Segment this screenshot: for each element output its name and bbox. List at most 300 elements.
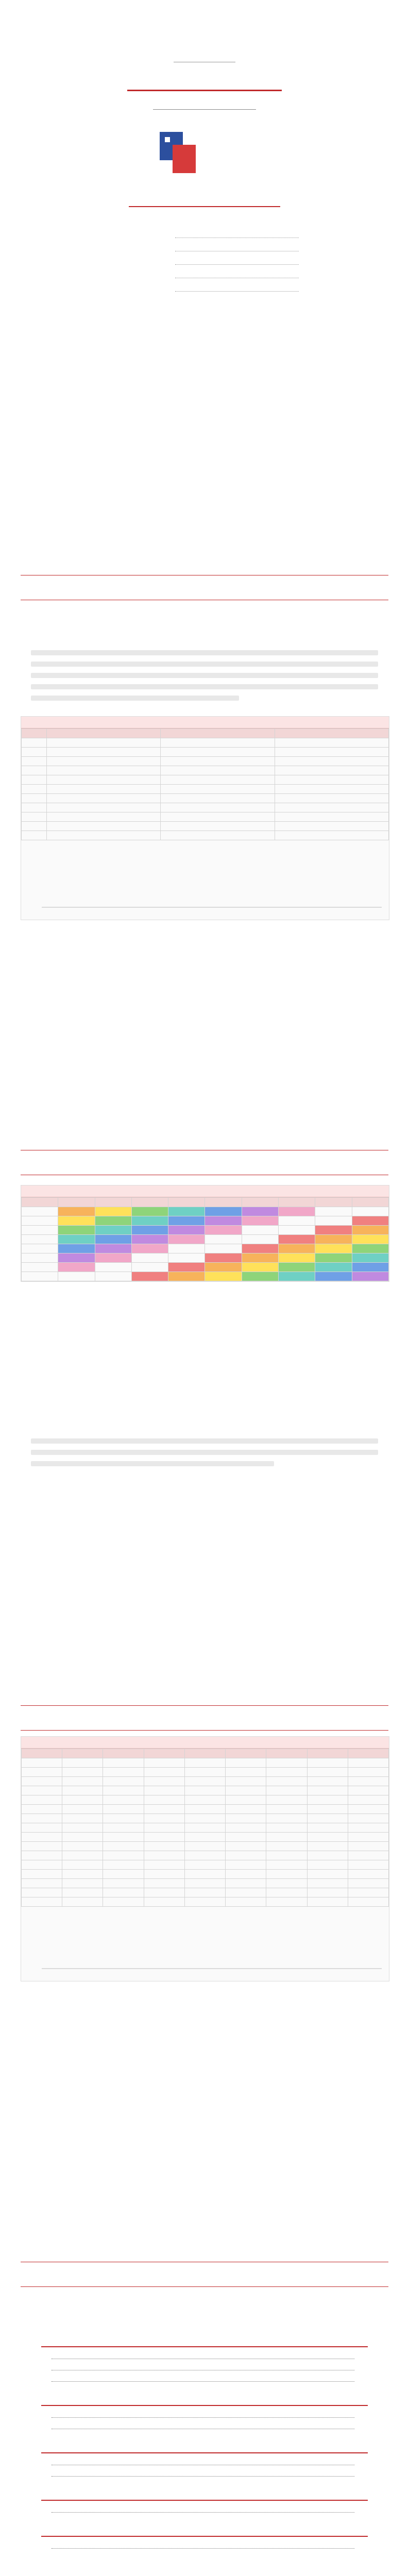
table-cell	[58, 1263, 95, 1272]
table-cell	[348, 1870, 388, 1879]
table-row	[22, 748, 389, 757]
table-cell	[226, 1777, 266, 1786]
column-header	[275, 729, 388, 738]
table-cell	[266, 1860, 307, 1870]
toc-chapter-label	[41, 2526, 368, 2537]
table-cell	[184, 1777, 225, 1786]
table-cell	[352, 1207, 388, 1216]
table-cell	[103, 1851, 144, 1860]
toc-entry[interactable]	[52, 2410, 368, 2419]
page-header	[21, 2279, 388, 2287]
column-header	[62, 1749, 103, 1758]
table-cell	[266, 1823, 307, 1833]
table-cell	[352, 1272, 388, 1281]
table-row	[22, 822, 389, 831]
toc-entry-label	[52, 2353, 354, 2359]
table-cell	[58, 1272, 95, 1281]
meta-row	[124, 267, 299, 280]
table-cell	[22, 775, 47, 785]
table-cell	[205, 1244, 242, 1253]
panel-b	[21, 1185, 389, 1282]
table-cell	[47, 812, 161, 822]
table-cell	[22, 1244, 58, 1253]
table-cell	[184, 1860, 225, 1870]
table-cell	[226, 1795, 266, 1805]
table-cell	[348, 1777, 388, 1786]
table-cell	[315, 1244, 352, 1253]
table-cell	[22, 1888, 62, 1897]
toc-entry[interactable]	[52, 2374, 368, 2383]
table-cell	[62, 1833, 103, 1842]
table-cell	[184, 1870, 225, 1879]
table-cell	[307, 1823, 348, 1833]
page-header	[21, 1723, 388, 1731]
column-header	[266, 1749, 307, 1758]
table-cell	[144, 1851, 184, 1860]
table-cell	[62, 1897, 103, 1907]
table-cell	[144, 1805, 184, 1814]
table-cell	[22, 1860, 62, 1870]
table-cell	[315, 1207, 352, 1216]
table-cell	[161, 785, 275, 794]
table-cell	[266, 1870, 307, 1879]
table-cell	[22, 1207, 58, 1216]
table-cell	[22, 822, 47, 831]
toc-entry-label	[52, 2364, 354, 2370]
table-cell	[266, 1768, 307, 1777]
table-cell	[103, 1842, 144, 1851]
table-cell	[22, 1263, 58, 1272]
table-cell	[62, 1795, 103, 1805]
table-cell	[266, 1758, 307, 1768]
table-cell	[22, 1272, 58, 1281]
table-cell	[103, 1795, 144, 1805]
table-row	[22, 757, 389, 766]
brand-logo	[155, 122, 258, 199]
table-cell	[47, 822, 161, 831]
table-cell	[348, 1768, 388, 1777]
table-cell	[22, 1851, 62, 1860]
table-cell	[22, 766, 47, 775]
toc-chapter[interactable]	[41, 2334, 368, 2349]
text-line	[31, 673, 378, 678]
table-cell	[22, 757, 47, 766]
table-cell	[103, 1758, 144, 1768]
table-cell	[47, 785, 161, 794]
table-cell	[307, 1833, 348, 1842]
column-header	[22, 1198, 58, 1207]
toc-entry-label	[52, 2376, 354, 2382]
table-cell	[348, 1879, 388, 1888]
toc-entry-label	[52, 2459, 354, 2465]
table-cell	[22, 803, 47, 812]
table-cell	[131, 1272, 168, 1281]
table-cell	[62, 1860, 103, 1870]
table-cell	[22, 1805, 62, 1814]
table-cell	[205, 1226, 242, 1235]
table-cell	[22, 1842, 62, 1851]
table-cell	[348, 1897, 388, 1907]
table-cell	[352, 1226, 388, 1235]
table-cell	[168, 1216, 205, 1226]
page-header	[21, 1167, 388, 1175]
column-header	[307, 1749, 348, 1758]
table-cell	[307, 1814, 348, 1823]
toc-chapter[interactable]	[41, 2487, 368, 2503]
table-row	[22, 1207, 389, 1216]
table-cell	[352, 1235, 388, 1244]
column-header	[352, 1198, 388, 1207]
table-cell	[184, 1823, 225, 1833]
table-cell	[62, 1768, 103, 1777]
table-cell	[58, 1244, 95, 1253]
table-cell	[226, 1860, 266, 1870]
table-cell	[161, 766, 275, 775]
table-cell	[279, 1216, 315, 1226]
table-cell	[307, 1879, 348, 1888]
table-cell	[161, 738, 275, 748]
column-header	[348, 1749, 388, 1758]
toc-entry-label	[52, 2412, 354, 2418]
cover-subtitle	[153, 96, 256, 110]
table-cell	[205, 1216, 242, 1226]
table-row	[22, 1897, 389, 1907]
table-cell	[131, 1263, 168, 1272]
table-cell	[348, 1842, 388, 1851]
meta-row	[124, 280, 299, 294]
table-cell	[348, 1823, 388, 1833]
table-cell	[144, 1842, 184, 1851]
toc-entry[interactable]	[52, 2541, 368, 2550]
toc-entry-label	[52, 2506, 354, 2513]
table-cell	[226, 1851, 266, 1860]
table-cell	[144, 1870, 184, 1879]
table-cell	[184, 1805, 225, 1814]
table-cell	[103, 1879, 144, 1888]
table-cell	[266, 1879, 307, 1888]
column-header	[205, 1198, 242, 1207]
table-cell	[266, 1814, 307, 1823]
table-cell	[22, 1897, 62, 1907]
table-cell	[131, 1235, 168, 1244]
table-cell	[168, 1272, 205, 1281]
table-cell	[226, 1758, 266, 1768]
table-cell	[184, 1842, 225, 1851]
text-line	[31, 1461, 274, 1466]
table-row	[22, 1814, 389, 1823]
text-line	[31, 650, 378, 655]
column-header	[279, 1198, 315, 1207]
table-cell	[242, 1226, 278, 1235]
table-cell	[103, 1777, 144, 1786]
table-cell	[144, 1768, 184, 1777]
table-cell	[242, 1216, 278, 1226]
panel-b-table	[21, 1197, 389, 1281]
table-row	[22, 1851, 389, 1860]
text-line	[31, 662, 378, 667]
table-cell	[58, 1207, 95, 1216]
table-cell	[161, 803, 275, 812]
page-footer	[21, 2262, 388, 2269]
table-cell	[275, 748, 388, 757]
table-cell	[95, 1244, 131, 1253]
table-cell	[275, 812, 388, 822]
meta-value	[175, 269, 299, 278]
table-cell	[62, 1851, 103, 1860]
table-cell	[95, 1253, 131, 1263]
table-cell	[184, 1814, 225, 1823]
table-cell	[266, 1805, 307, 1814]
table-cell	[62, 1777, 103, 1786]
table-cell	[242, 1253, 278, 1263]
table-cell	[144, 1823, 184, 1833]
table-cell	[22, 1253, 58, 1263]
table-row	[22, 1786, 389, 1795]
table-cell	[184, 1758, 225, 1768]
table-cell	[95, 1226, 131, 1235]
panel-b-note	[31, 1432, 378, 1472]
table-row	[22, 766, 389, 775]
table-cell	[275, 757, 388, 766]
table-cell	[95, 1207, 131, 1216]
text-line	[31, 1450, 378, 1455]
table-cell	[266, 1795, 307, 1805]
column-header	[242, 1198, 278, 1207]
toc-entry-label	[52, 2423, 354, 2429]
table-cell	[22, 1786, 62, 1795]
panel-c-title	[21, 1737, 389, 1749]
table-cell	[103, 1833, 144, 1842]
table-cell	[226, 1823, 266, 1833]
table-cell	[22, 1814, 62, 1823]
table-cell	[184, 1768, 225, 1777]
table-cell	[352, 1244, 388, 1253]
preface-body	[31, 644, 378, 707]
table-cell	[307, 1805, 348, 1814]
table-cell	[348, 1805, 388, 1814]
table-cell	[275, 738, 388, 748]
table-cell	[47, 757, 161, 766]
table-cell	[184, 1879, 225, 1888]
table-cell	[242, 1263, 278, 1272]
table-cell	[307, 1842, 348, 1851]
table-cell	[161, 822, 275, 831]
table-cell	[144, 1795, 184, 1805]
toc-entry-label	[52, 2470, 354, 2477]
table-cell	[307, 1768, 348, 1777]
table-cell	[103, 1814, 144, 1823]
toc-chapter-label	[41, 2442, 368, 2453]
table-cell	[22, 1870, 62, 1879]
table-row	[22, 1272, 389, 1281]
toc-entry-label	[52, 2543, 354, 2549]
table-cell	[205, 1207, 242, 1216]
column-header	[47, 729, 161, 738]
toc-entry[interactable]	[52, 2421, 368, 2431]
table-cell	[144, 1879, 184, 1888]
table-cell	[58, 1253, 95, 1263]
table-cell	[22, 1235, 58, 1244]
table-cell	[131, 1244, 168, 1253]
table-cell	[226, 1786, 266, 1795]
table-cell	[22, 1833, 62, 1842]
table-cell	[307, 1888, 348, 1897]
table-row	[22, 831, 389, 840]
chart-b	[21, 1907, 388, 1979]
table-cell	[62, 1879, 103, 1888]
column-header	[131, 1198, 168, 1207]
table-cell	[205, 1253, 242, 1263]
meta-row	[124, 227, 299, 240]
table-cell	[315, 1235, 352, 1244]
table-cell	[352, 1216, 388, 1226]
toc-chapter[interactable]	[41, 2393, 368, 2408]
toc-chapter-label	[41, 2395, 368, 2406]
table-cell	[103, 1768, 144, 1777]
table-cell	[62, 1805, 103, 1814]
table-cell	[103, 1870, 144, 1879]
table-cell	[348, 1833, 388, 1842]
table-cell	[279, 1207, 315, 1216]
table-cell	[205, 1272, 242, 1281]
table-cell	[47, 794, 161, 803]
table-cell	[352, 1253, 388, 1263]
table-row	[22, 1795, 389, 1805]
table-cell	[161, 794, 275, 803]
table-cell	[161, 748, 275, 757]
table-row	[22, 1768, 389, 1777]
column-header	[58, 1198, 95, 1207]
table-cell	[168, 1253, 205, 1263]
table-row	[22, 1758, 389, 1768]
table-cell	[161, 757, 275, 766]
table-row	[22, 1860, 389, 1870]
table-row	[22, 1226, 389, 1235]
table-cell	[144, 1758, 184, 1768]
table-cell	[47, 775, 161, 785]
table-cell	[22, 1823, 62, 1833]
toc-entry[interactable]	[52, 2363, 368, 2372]
table-cell	[307, 1758, 348, 1768]
table-cell	[144, 1814, 184, 1823]
table-cell	[226, 1888, 266, 1897]
table-cell	[315, 1226, 352, 1235]
toc-entry[interactable]	[52, 2351, 368, 2361]
toc-chapter[interactable]	[41, 2523, 368, 2539]
table-cell	[95, 1235, 131, 1244]
table-cell	[103, 1860, 144, 1870]
table-cell	[62, 1758, 103, 1768]
table-cell	[62, 1814, 103, 1823]
table-cell	[58, 1235, 95, 1244]
text-line	[31, 1438, 378, 1444]
table-cell	[275, 766, 388, 775]
table-cell	[266, 1833, 307, 1842]
table-cell	[205, 1235, 242, 1244]
table-row	[22, 1823, 389, 1833]
table-row	[22, 1253, 389, 1263]
cover-divider	[129, 206, 280, 207]
table-cell	[279, 1272, 315, 1281]
chart-a	[21, 840, 388, 918]
toc-entry[interactable]	[52, 2505, 368, 2514]
table-cell	[62, 1786, 103, 1795]
table-cell	[184, 1888, 225, 1897]
page-footer	[21, 575, 388, 583]
table-cell	[131, 1216, 168, 1226]
table-cell	[242, 1244, 278, 1253]
toc-chapter-label	[41, 2336, 368, 2347]
table-row	[22, 1777, 389, 1786]
table-row	[22, 1263, 389, 1272]
table-row	[22, 1870, 389, 1879]
meta-value	[175, 256, 299, 265]
preface-title	[0, 618, 409, 636]
table-cell	[62, 1870, 103, 1879]
table-cell	[22, 794, 47, 803]
table-cell	[266, 1777, 307, 1786]
table-row	[22, 1244, 389, 1253]
table-cell	[161, 812, 275, 822]
panel-a-table	[21, 728, 389, 840]
table-cell	[58, 1226, 95, 1235]
column-header	[315, 1198, 352, 1207]
table-cell	[184, 1795, 225, 1805]
table-row	[22, 1842, 389, 1851]
table-cell	[47, 748, 161, 757]
table-cell	[184, 1833, 225, 1842]
panel-c	[21, 1736, 389, 1981]
table-cell	[168, 1235, 205, 1244]
table-cell	[307, 1897, 348, 1907]
table-cell	[184, 1851, 225, 1860]
table-row	[22, 785, 389, 794]
panel-a-title	[21, 717, 389, 728]
table-cell	[95, 1263, 131, 1272]
table-cell	[168, 1226, 205, 1235]
table-cell	[184, 1786, 225, 1795]
table-cell	[307, 1851, 348, 1860]
table-cell	[348, 1851, 388, 1860]
table-cell	[95, 1216, 131, 1226]
table-cell	[22, 1768, 62, 1777]
table-cell	[307, 1870, 348, 1879]
column-header	[144, 1749, 184, 1758]
table-cell	[348, 1786, 388, 1795]
table-cell	[144, 1833, 184, 1842]
table-cell	[103, 1786, 144, 1795]
table-cell	[348, 1860, 388, 1870]
table-cell	[348, 1888, 388, 1897]
toc-entry[interactable]	[52, 2469, 368, 2478]
table-cell	[22, 748, 47, 757]
table-cell	[307, 1860, 348, 1870]
table-cell	[275, 785, 388, 794]
table-cell	[307, 1795, 348, 1805]
table-cell	[266, 1786, 307, 1795]
table-row	[22, 794, 389, 803]
table-cell	[275, 831, 388, 840]
table-cell	[205, 1263, 242, 1272]
table-row	[22, 738, 389, 748]
toc-chapter[interactable]	[41, 2440, 368, 2455]
panel-c-table	[21, 1749, 389, 1907]
table-cell	[144, 1777, 184, 1786]
table-cell	[226, 1897, 266, 1907]
cover-title	[127, 67, 282, 91]
toc-entry[interactable]	[52, 2458, 368, 2467]
table-cell	[266, 1842, 307, 1851]
